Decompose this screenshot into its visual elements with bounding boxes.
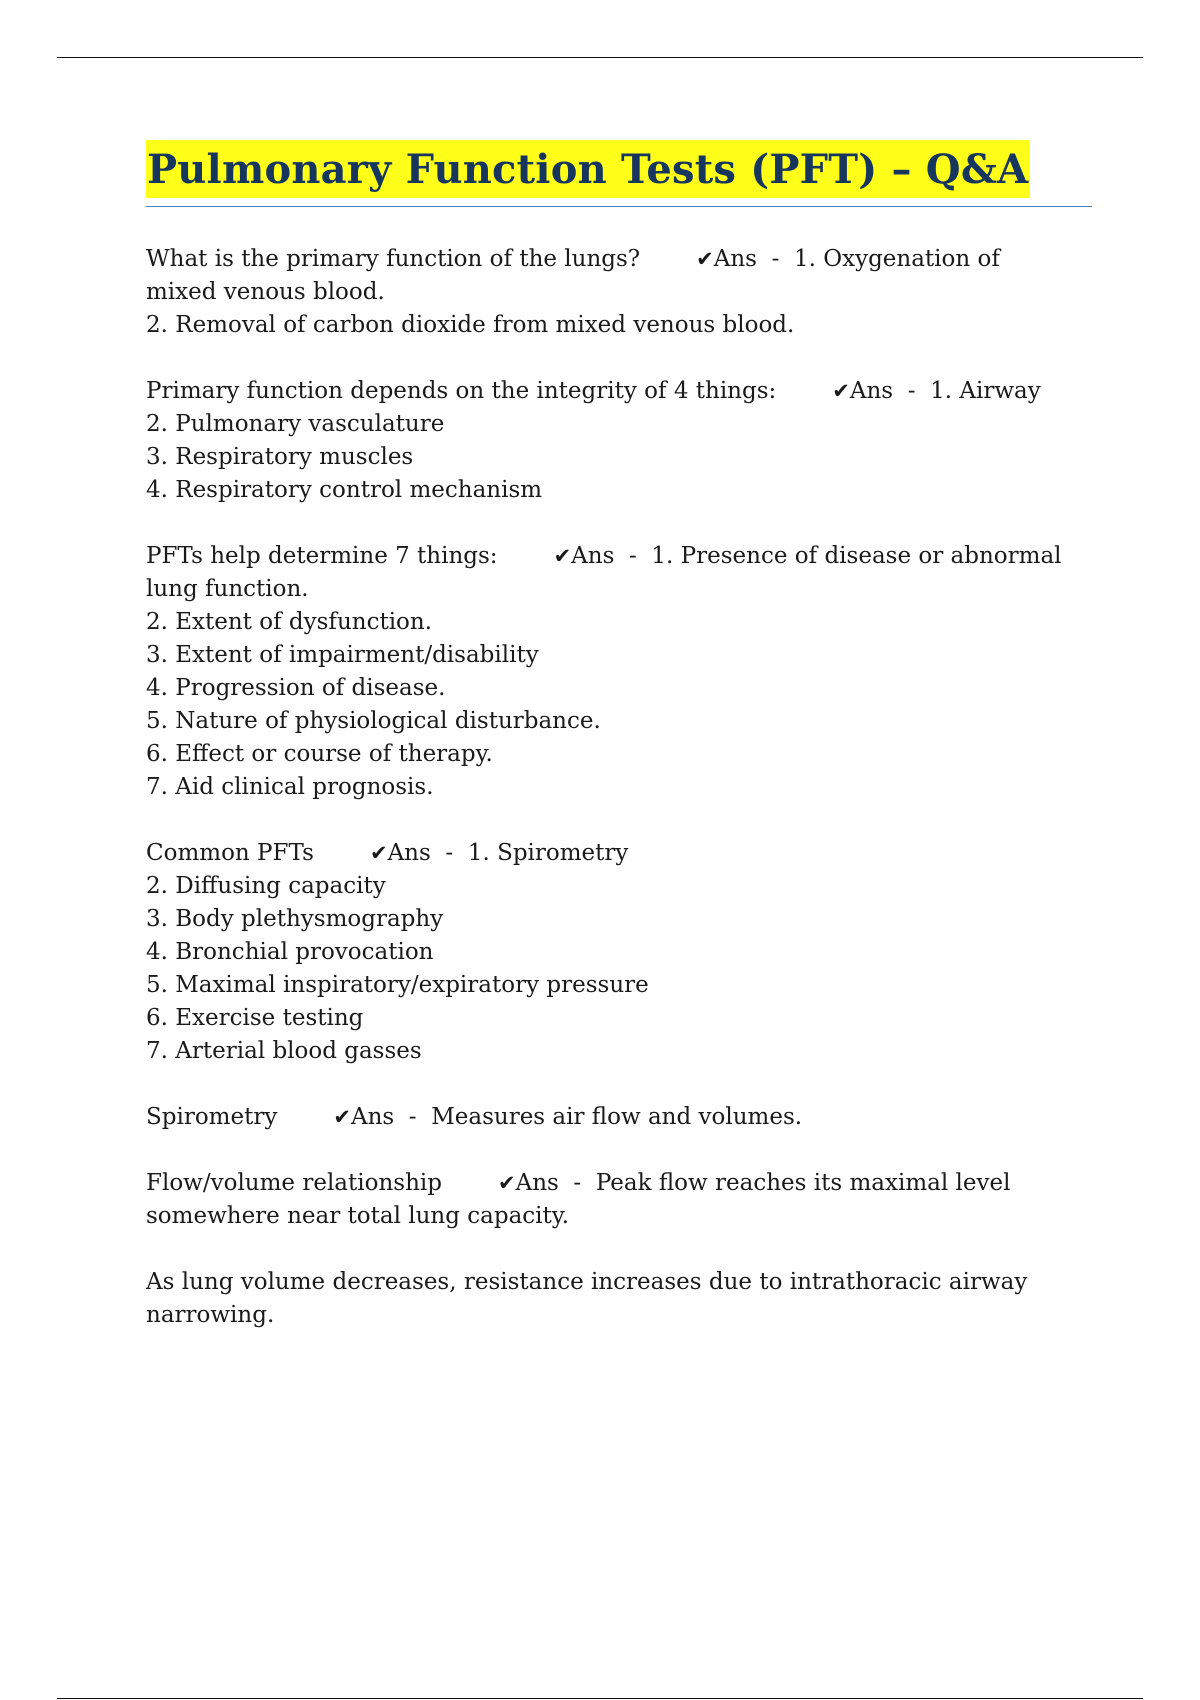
answer-text: Measures air flow and volumes. [431,1104,803,1130]
document-title: Pulmonary Function Tests (PFT) – Q&A [146,140,1030,198]
answer-line: 6. Exercise testing [146,1005,364,1031]
answer-line: 2. Pulmonary vasculature [146,411,445,437]
question-text: What is the primary function of the lungs? [146,246,641,272]
answer-marker: Ans - [515,1170,596,1196]
answer-line: 3. Body plethysmography [146,906,444,932]
qa-list [146,243,1092,1233]
checkmark-icon: ✔ [696,247,714,271]
qa-item [146,540,1092,804]
title-block [146,140,1092,207]
answer-line: 2. Removal of carbon dioxide from mixed venous blood. [146,312,795,338]
qa-item [146,375,1092,507]
answer-line: 3. Extent of impairment/disability [146,642,539,668]
answer-marker: Ans - [350,1104,432,1130]
qa-first-line [146,375,1092,408]
answer-line: 3. Respiratory muscles [146,444,414,470]
question-text: Flow/volume relationship [146,1170,442,1196]
answer-line: 7. Aid clinical prognosis. [146,774,434,800]
answer-marker: Ans - [713,246,794,272]
answer-marker: Ans - [571,543,652,569]
paragraph-line: As lung volume decreases, resistance increases due to intrathoracic airway [146,1269,1028,1295]
answer-line: 5. Maximal inspiratory/expiratory pressure [146,972,649,998]
checkmark-icon: ✔ [369,841,388,865]
header-rule [57,57,1143,58]
qa-item [146,837,1092,1068]
answer-line: mixed venous blood. [146,279,385,305]
answer-line: 2. Extent of dysfunction. [146,609,433,635]
qa-item [146,1167,1092,1233]
footer-rule [57,1698,1143,1699]
checkmark-icon: ✔ [553,544,572,568]
question-text: PFTs help determine 7 things: [146,543,498,569]
answer-line: 4. Bronchial provocation [146,939,434,965]
qa-item [146,1101,1092,1134]
answer-line: 5. Nature of physiological disturbance. [146,708,601,734]
answer-line: 4. Respiratory control mechanism [146,477,543,503]
answer-text: 1. Oxygenation of [794,246,1000,272]
question-text: Spirometry [146,1104,278,1130]
answer-marker: Ans - [849,378,931,404]
qa-first-line [146,1101,1092,1134]
checkmark-icon: ✔ [832,379,850,403]
answer-marker: Ans - [387,840,468,866]
answer-line: lung function. [146,576,309,602]
answer-text: 1. Airway [930,378,1041,404]
document-body [146,140,1092,1365]
paragraph-list [146,1266,1092,1332]
answer-text: 1. Spirometry [467,840,629,866]
question-text: Common PFTs [146,840,314,866]
answer-line: 6. Effect or course of therapy. [146,741,493,767]
qa-item [146,243,1092,342]
answer-line: 2. Diffusing capacity [146,873,386,899]
qa-first-line [146,837,1092,870]
answer-line: somewhere near total lung capacity. [146,1203,570,1229]
question-text: Primary function depends on the integrity of 4 things: [146,378,777,404]
answer-text: Peak flow reaches its maximal level [595,1170,1011,1196]
checkmark-icon: ✔ [333,1105,351,1129]
paragraph [146,1266,1092,1332]
answer-text: 1. Presence of disease or abnormal [651,543,1062,569]
answer-line: 7. Arterial blood gasses [146,1038,422,1064]
qa-first-line [146,243,1092,276]
qa-first-line [146,1167,1092,1200]
checkmark-icon: ✔ [497,1171,516,1195]
qa-first-line [146,540,1092,573]
answer-line: 4. Progression of disease. [146,675,446,701]
paragraph-line: narrowing. [146,1302,275,1328]
